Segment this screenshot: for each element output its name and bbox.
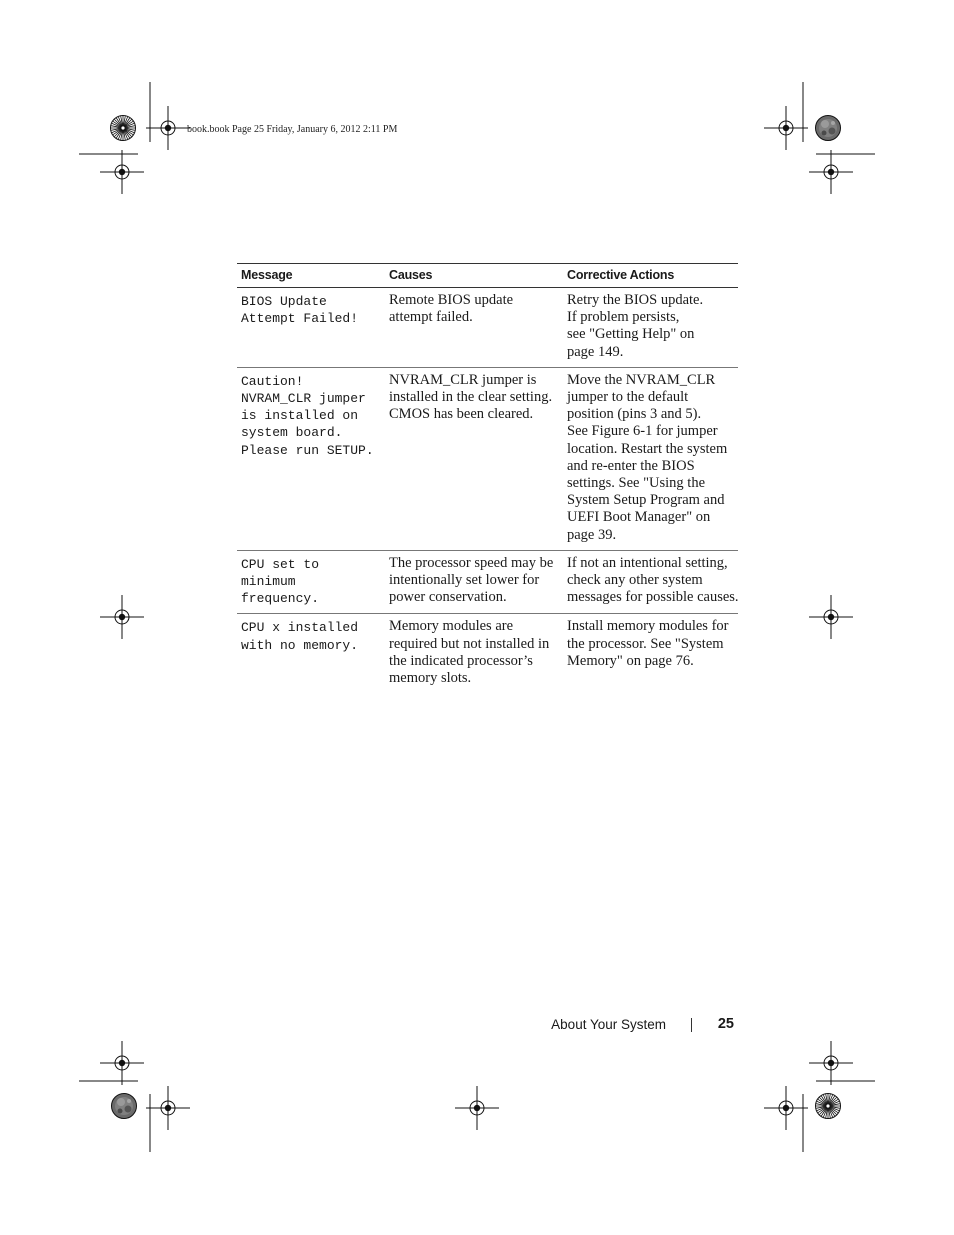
message-line: Attempt Failed! xyxy=(241,311,359,327)
actions-line: settings. See "Using the xyxy=(567,475,706,492)
page-footer xyxy=(540,1014,736,1036)
causes-line: the indicated processor’s xyxy=(389,652,533,669)
actions-line: Move the NVRAM_CLR xyxy=(567,371,716,388)
actions-line: location. Restart the system xyxy=(567,440,728,457)
causes-cell xyxy=(385,550,563,614)
footer-divider xyxy=(691,1018,692,1032)
column-header-message: Message xyxy=(237,264,385,288)
message-line: frequency. xyxy=(241,591,320,607)
actions-line: jumper to the default xyxy=(567,389,689,406)
table-header-row xyxy=(237,264,738,288)
causes-line: NVRAM_CLR jumper is xyxy=(389,371,537,388)
causes-line: attempt failed. xyxy=(389,309,473,326)
actions-cell xyxy=(563,288,738,368)
message-line: Caution! xyxy=(241,373,304,389)
actions-line: check any other system xyxy=(567,572,703,589)
actions-line: see "Getting Help" on xyxy=(567,326,695,343)
causes-cell xyxy=(385,614,563,693)
actions-line: UEFI Boot Manager" on xyxy=(567,509,711,526)
causes-line: required but not installed in xyxy=(389,635,550,652)
message-line: is installed on xyxy=(241,408,359,424)
message-cell xyxy=(237,288,385,368)
causes-line: The processor speed may be xyxy=(389,554,554,571)
message-line: CPU x installed xyxy=(241,620,359,636)
causes-cell xyxy=(385,367,563,550)
system-messages-table xyxy=(237,263,738,693)
causes-line: power conservation. xyxy=(389,589,507,606)
message-line: system board. xyxy=(241,425,343,441)
message-line: BIOS Update xyxy=(241,294,327,309)
message-line: CPU set to xyxy=(241,556,320,572)
actions-line: If problem persists, xyxy=(567,309,680,326)
actions-line: the processor. See "System xyxy=(567,635,724,652)
actions-line: and re-enter the BIOS xyxy=(567,457,695,474)
page-number: 25 xyxy=(717,1016,734,1032)
causes-line: Remote BIOS update xyxy=(389,292,514,308)
table-row xyxy=(237,550,738,614)
actions-line: System Setup Program and xyxy=(567,492,725,509)
actions-cell xyxy=(563,614,738,693)
actions-line: page 39. xyxy=(567,526,617,543)
message-line: with no memory. xyxy=(241,637,359,653)
actions-cell xyxy=(563,550,738,614)
causes-line: installed in the clear setting. xyxy=(389,389,553,406)
causes-line: memory slots. xyxy=(389,670,472,687)
causes-line: Memory modules are xyxy=(389,618,514,635)
message-cell xyxy=(237,550,385,614)
actions-line: position (pins 3 and 5). xyxy=(567,406,702,423)
actions-line: Memory" on page 76. xyxy=(567,652,694,669)
actions-line: Retry the BIOS update. xyxy=(567,292,704,308)
message-cell xyxy=(237,367,385,550)
actions-line: messages for possible causes. xyxy=(567,589,739,606)
column-header-corrective-actions: Corrective Actions xyxy=(563,264,738,288)
causes-cell xyxy=(385,288,563,368)
actions-line: page 149. xyxy=(567,343,624,360)
message-line: NVRAM_CLR jumper xyxy=(241,391,366,407)
table-row xyxy=(237,288,738,368)
table-row xyxy=(237,367,738,550)
actions-cell xyxy=(563,367,738,550)
actions-line: Install memory modules for xyxy=(567,618,729,635)
causes-line: CMOS has been cleared. xyxy=(389,406,534,423)
column-header-causes: Causes xyxy=(385,264,563,288)
message-line: Please run SETUP. xyxy=(241,442,374,458)
table-row xyxy=(237,614,738,693)
causes-line: intentionally set lower for xyxy=(389,572,540,589)
message-cell xyxy=(237,614,385,693)
print-slug-line: book.book Page 25 Friday, January 6, 2012 2:11 PM xyxy=(187,124,398,135)
footer-section-title: About Your System xyxy=(551,1017,666,1032)
actions-line: See Figure 6-1 for jumper xyxy=(567,423,718,440)
message-line: minimum xyxy=(241,574,296,590)
actions-line: If not an intentional setting, xyxy=(567,554,728,571)
